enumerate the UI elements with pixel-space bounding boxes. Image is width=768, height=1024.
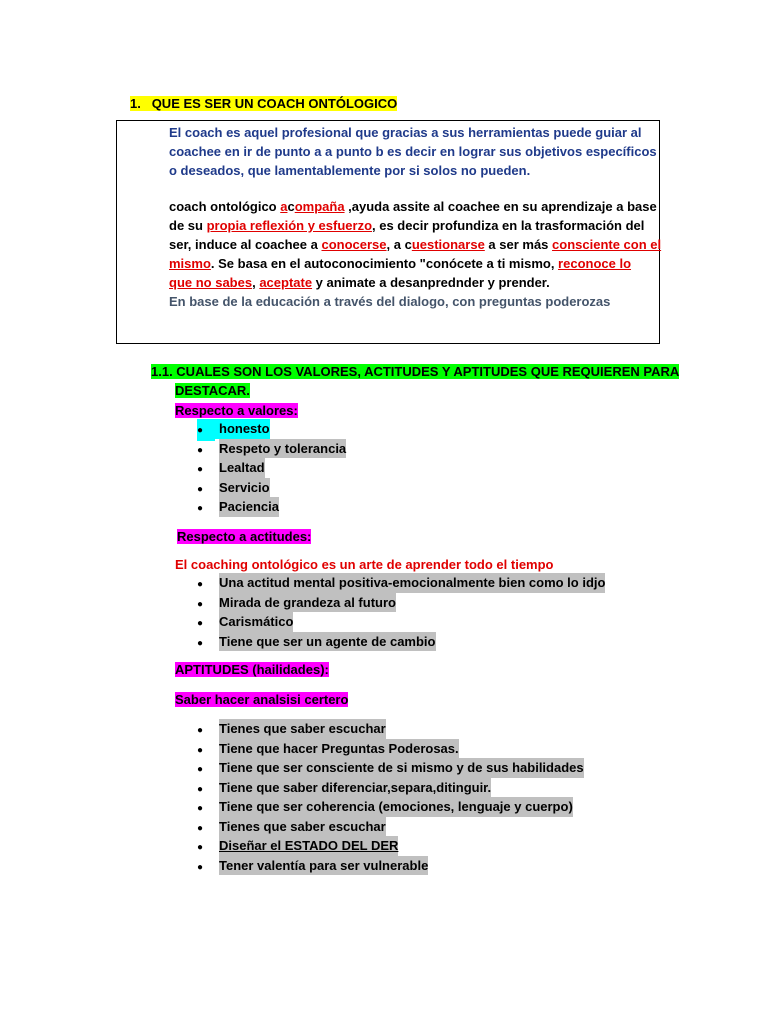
- bullet-icon: ●: [197, 725, 204, 736]
- bullet-icon: ●: [197, 419, 215, 441]
- bullet-icon: ●: [197, 618, 204, 629]
- bullet-icon: ●: [197, 598, 204, 610]
- heading-1-text: QUE ES SER UN COACH ONTÓLOGICO: [151, 96, 398, 111]
- list-item-text: Tiene que saber diferenciar,separa,ditinguir.: [219, 778, 491, 798]
- list-item-text: Paciencia: [219, 497, 279, 517]
- bullet-icon: ●: [197, 464, 204, 475]
- text-run: coach ontológico: [169, 199, 281, 214]
- text-run: ,ayuda assite al coachee en su aprendizaje a base: [344, 199, 657, 214]
- bullet-icon: ●: [197, 503, 204, 514]
- heading-1-1: [151, 362, 679, 381]
- box-p2-line: [169, 235, 661, 254]
- text-run: a: [280, 199, 288, 214]
- box-p2-line: [169, 254, 631, 273]
- list-item-text: Diseñar el ESTADO DEL DER: [219, 836, 398, 856]
- list-item-text: Una actitud mental positiva-emocionalmente bien como lo idjo: [219, 573, 605, 593]
- text-run: reconoce lo: [558, 256, 632, 271]
- text-run: uestionarse: [411, 237, 485, 252]
- text-run: ser, induce al coachee a: [169, 237, 322, 252]
- list-item-text: Servicio: [219, 478, 270, 498]
- heading-1-1-line: DESTACAR.: [175, 383, 250, 398]
- list-item-text: Lealtad: [219, 458, 265, 478]
- definition-box: [116, 120, 660, 344]
- text-run: de su: [169, 218, 207, 233]
- aptitudes-title-text: APTITUDES (hailidades):: [175, 662, 329, 677]
- actitudes-intro: El coaching ontológico es un arte de aprender todo el tiempo: [175, 557, 554, 572]
- box-p1-line: El coach es aquel profesional que gracias a sus herramientas puede guiar al: [169, 125, 642, 140]
- text-run: c: [287, 199, 295, 214]
- text-run: aceptate: [259, 275, 313, 290]
- text-run: , a c: [386, 237, 412, 252]
- bullet-icon: ●: [197, 444, 204, 456]
- text-run: propia reflexión y esfuerzo: [206, 218, 373, 233]
- text-run: , es decir profundiza en la trasformación del: [372, 218, 645, 233]
- bullet-icon: ●: [197, 744, 204, 756]
- list-item-text: Respeto y tolerancia: [219, 439, 346, 459]
- list-item-text: Tiene que hacer Preguntas Poderosas.: [219, 739, 459, 759]
- box-p1-line: coachee en ir de punto a a punto b es decir en lograr sus objetivos específicos: [169, 144, 657, 159]
- text-run: ompaña: [294, 199, 345, 214]
- bullet-icon: ●: [197, 579, 204, 590]
- bullet-icon: ●: [197, 803, 204, 814]
- bullet-icon: ●: [197, 764, 204, 775]
- box-p2-line: [169, 197, 657, 216]
- list-item-text: Tienes que saber escuchar: [219, 719, 386, 739]
- box-p2-line: [169, 273, 550, 292]
- list-item-text: Carismático: [219, 612, 293, 632]
- aptitudes-subtitle-text: Saber hacer analsisi certero: [175, 692, 349, 707]
- actitudes-title: [177, 527, 311, 546]
- heading-1: [130, 94, 397, 113]
- text-run: conocerse: [321, 237, 387, 252]
- text-run: y animate a desanprednder y prender.: [312, 275, 550, 290]
- text-run: mismo: [169, 256, 211, 271]
- text-run: . Se basa en el autoconocimiento "conócete a ti mismo,: [210, 256, 559, 271]
- bullet-icon: ●: [197, 842, 204, 853]
- heading-1-1-cont: [175, 381, 250, 400]
- list-item-text: honesto: [215, 419, 270, 439]
- aptitudes-subtitle: [175, 690, 348, 709]
- bullet-icon: ●: [197, 483, 204, 495]
- heading-1-1-line: 1.1. CUALES SON LOS VALORES, ACTITUDES Y APTITUDES QUE REQUIEREN PARA: [151, 364, 680, 379]
- list-item-text: Tiene que ser un agente de cambio: [219, 632, 436, 652]
- bullet-icon: ●: [197, 637, 204, 649]
- actitudes-title-text: Respecto a actitudes:: [177, 529, 312, 544]
- box-p1-line: o deseados, que lamentablemente por si solos no pueden.: [169, 163, 531, 178]
- box-p2-line: [169, 216, 644, 235]
- text-run: a ser más: [484, 237, 553, 252]
- text-run: ,: [252, 275, 260, 290]
- text-run: que no sabes: [169, 275, 253, 290]
- list-item-text: Tiene que ser coherencia (emociones, lenguaje y cuerpo): [219, 797, 573, 817]
- text-run: consciente con el: [552, 237, 662, 252]
- bullet-icon: ●: [197, 783, 204, 795]
- heading-1-number: 1.: [130, 96, 141, 111]
- bullet-icon: ●: [197, 861, 204, 873]
- list-item-text: Tener valentía para ser vulnerable: [219, 856, 428, 876]
- valores-title: [175, 401, 298, 420]
- bullet-icon: ●: [197, 822, 204, 834]
- aptitudes-title: [175, 660, 329, 679]
- list-item-text: Tienes que saber escuchar: [219, 817, 386, 837]
- box-p2-line: En base de la educación a través del dialogo, con preguntas poderozas: [169, 294, 611, 309]
- list-item-text: Tiene que ser consciente de si mismo y de sus habilidades: [219, 758, 584, 778]
- valores-title-text: Respecto a valores:: [175, 403, 298, 418]
- list-item-text: Mirada de grandeza al futuro: [219, 593, 396, 613]
